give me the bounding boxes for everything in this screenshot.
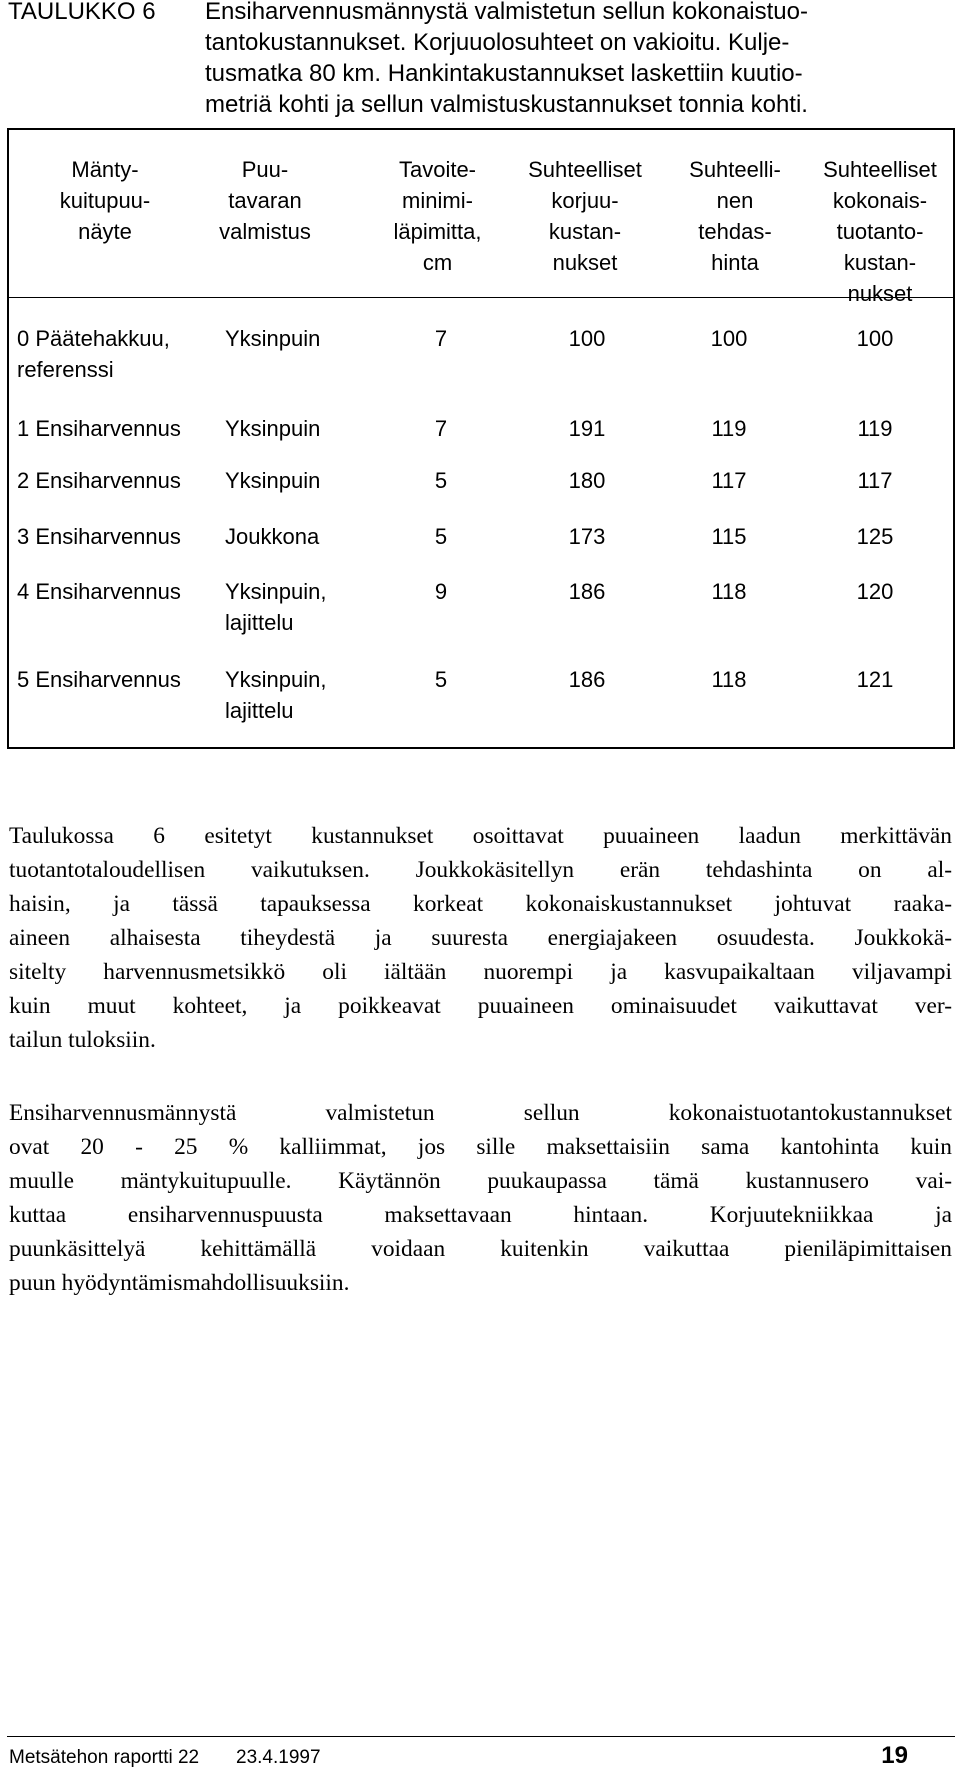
cell-mill-price: 118 [711,579,747,604]
paragraph-line: puunkäsittelyä kehittämällä voidaan kuitenkin vaikuttaa pieniläpimittaisen [9,1236,952,1262]
cell-sample: 0 Päätehakkuu, referenssi [17,326,170,382]
cell-total: 100 [856,326,894,351]
paragraph-line: Ensiharvennusmännystä valmistetun sellun kokonaistuotantokustannukset [9,1100,952,1126]
paragraph-line: muulle mäntykuitupuulle. Käytännön puukaupassa tämä kustannusero vai- [9,1168,952,1194]
caption-label: TAULUKKO 6 [8,0,156,25]
caption-line: tantokustannukset. Korjuuolosuhteet on vakioitu. Kulje- [205,29,790,56]
header-harvest-cost: Suhteelliset korjuu- kustan- nukset [528,157,642,275]
header-sample: Mänty- kuitupuu- näyte [59,157,151,244]
footer-date: 23.4.1997 [236,1747,321,1768]
footer-publication: Metsätehon raportti 22 [9,1747,200,1768]
cell-method: Yksinpuin [225,468,321,493]
paragraph-line: tuotantotaloudellisen vaikutuksen. Joukkokäsitellyn erän tehdashinta on al- [9,857,952,883]
body-paragraph [9,1096,952,1300]
cell-harvest: 191 [568,416,606,441]
body-paragraph [9,819,952,1057]
paragraph-line: puun hyödyntämismahdollisuuksiin. [9,1270,350,1296]
paragraph-line: Taulukossa 6 esitetyt kustannukset osoittavat puuaineen laadun merkittävän [9,823,952,849]
cell-method: Yksinpuin [225,416,321,441]
header-method: Puu- tavaran valmistus [219,157,311,244]
cell-sample: 5 Ensiharvennus [17,667,181,692]
cell-diameter: 5 [434,468,448,493]
caption-line: Ensiharvennusmännystä valmistetun sellun kokonaistuo- [205,0,808,25]
paragraph-line: kuin muut kohteet, ja poikkeavat puuaineen ominaisuudet vaikuttavat ver- [9,993,952,1019]
footer-divider [7,1736,955,1737]
cell-mill-price: 100 [710,326,748,351]
cell-total: 120 [856,579,894,604]
cell-method: Yksinpuin, lajittelu [225,667,327,723]
cell-sample: 1 Ensiharvennus [17,416,181,441]
header-total-cost: Suhteelliset kokonais- tuotanto- kustan- nukset [823,157,937,306]
paragraph-line: haisin, ja tässä tapauksessa korkeat kokonaiskustannukset johtuvat raaka- [9,891,952,917]
paragraph-line: kuttaa ensiharvennuspuusta maksettavaan hintaan. Korjuutekniikkaa ja [9,1202,952,1228]
cell-diameter: 5 [434,524,448,549]
paragraph-line: sitelty harvennusmetsikkö oli iältään nuorempi ja kasvupaikaltaan viljavampi [9,959,952,985]
cell-total: 125 [856,524,894,549]
cell-sample: 3 Ensiharvennus [17,524,181,549]
caption-line: metriä kohti ja sellun valmistuskustannukset tonnia kohti. [205,91,808,118]
cell-sample: 4 Ensiharvennus [17,579,181,604]
cell-sample: 2 Ensiharvennus [17,468,181,493]
cell-total: 119 [857,416,893,441]
header-mill-price: Suhteelli- nen tehdas- hinta [689,157,781,275]
cell-method: Yksinpuin, lajittelu [225,579,327,635]
cell-mill-price: 118 [711,667,747,692]
header-diameter: Tavoite- minimi- läpimitta, cm [393,157,482,275]
cell-mill-price: 115 [711,524,747,549]
cell-harvest: 186 [568,667,606,692]
paragraph-line: aineen alhaisesta tiheydestä ja suuresta energiajakeen osuudesta. Joukkokä- [9,925,952,951]
cell-harvest: 180 [568,468,606,493]
cell-harvest: 173 [568,524,606,549]
cell-diameter: 7 [434,416,448,441]
cell-harvest: 186 [568,579,606,604]
page-number: 19 [881,1742,908,1769]
cell-harvest: 100 [568,326,606,351]
cell-diameter: 9 [434,579,448,604]
cell-diameter: 5 [434,667,448,692]
cell-mill-price: 119 [711,416,747,441]
cell-method: Yksinpuin [225,326,321,351]
cell-diameter: 7 [434,326,448,351]
cell-mill-price: 117 [711,468,747,493]
caption-line: tusmatka 80 km. Hankintakustannukset laskettiin kuutio- [205,60,803,87]
paragraph-line: tailun tuloksiin. [9,1027,156,1053]
paragraph-line: ovat 20 - 25 % kalliimmat, jos sille maksettaisiin sama kantohinta kuin [9,1134,952,1160]
cell-total: 117 [857,468,893,493]
cell-total: 121 [856,667,894,692]
cell-method: Joukkona [225,524,320,549]
